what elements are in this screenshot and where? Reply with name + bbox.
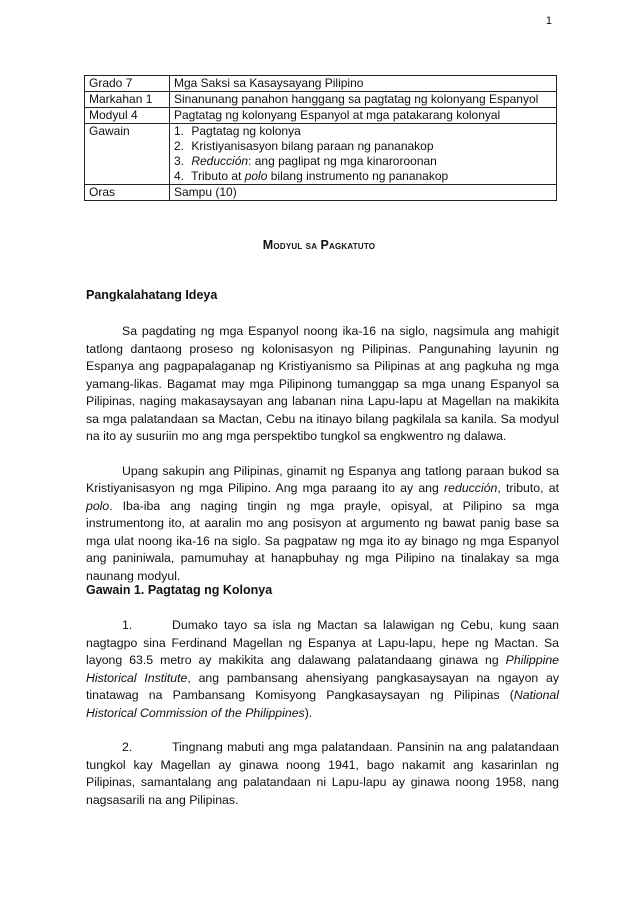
table-row bbox=[85, 124, 557, 185]
activity-section bbox=[86, 583, 559, 809]
grade-value: Mga Saksi sa Kasaysayang Pilipino bbox=[170, 76, 557, 92]
time-label: Oras bbox=[85, 185, 170, 201]
table-row bbox=[85, 92, 557, 108]
activity-item: 4. Tributo at polo bilang instrumento ng pananakop bbox=[174, 169, 449, 183]
module-title: Modyul sa Pagkatuto bbox=[262, 238, 376, 252]
activity-heading: Gawain 1. Pagtatag ng Kolonya bbox=[86, 583, 273, 597]
time-value: Sampu (10) bbox=[170, 185, 557, 201]
activities-list bbox=[170, 124, 557, 185]
activity-item: 3. Reducción: ang paglipat ng mga kinaroroonan bbox=[174, 154, 437, 168]
activity-item: 2. Kristiyanisasyon bilang paraan ng pananakop bbox=[174, 139, 434, 153]
page-number: 1 bbox=[545, 15, 552, 27]
overview-heading: Pangkalahatang Ideya bbox=[86, 288, 218, 302]
module-label: Modyul 4 bbox=[85, 108, 170, 124]
table-row bbox=[85, 108, 557, 124]
quarter-value: Sinanunang panahon hanggang sa pagtatag ng kolonyang Espanyol bbox=[170, 92, 557, 108]
activity-item-2: 2. Tingnang mabuti ang mga palatandaan. Pansinin na ang palatandaan tungkol kay Magellan ay ginawa noong 1941, bago nakamit ang kasarinlan ng Pilipinas, samantalang ang palatandaan ni Lapu-lapu ay ginawa noong 1958, nang nagsasarili na ang Pilipinas. bbox=[86, 740, 559, 807]
table-row bbox=[85, 185, 557, 201]
quarter-label: Markahan 1 bbox=[85, 92, 170, 108]
module-value: Pagtatag ng kolonyang Espanyol at mga patakarang kolonyal bbox=[170, 108, 557, 124]
module-info-table bbox=[84, 75, 557, 201]
overview-section bbox=[86, 288, 559, 585]
grade-label: Grado 7 bbox=[85, 76, 170, 92]
activity-item: 1. Pagtatag ng kolonya bbox=[174, 124, 301, 138]
overview-paragraph-1: Sa pagdating ng mga Espanyol noong ika-16 na siglo, nagsimula ang mahigit tatlong dantaong proseso ng kolonisasyon ng Pilipinas. Pangunahing layunin ng Espanya ang pagpapalaganap ng Kristiyanismo sa Pilipinas at ang pagkuha ng mga yamang-likas. Bagamat may mga Pilipinong tumanggap sa mga unang Espanyol sa Pilipinas, naging makasaysayan ang labanan nina Lapu-lapu at Magellan na makikita sa mga palatandaan sa Mactan, Cebu na itinayo bilang pagkilala sa kanila. Sa modyul na ito ay susuriin mo ang mga perspektibo tungkol sa engkwentro ng dalawa. bbox=[86, 324, 559, 443]
table-row bbox=[85, 76, 557, 92]
activity-item-1: 1. Dumako tayo sa isla ng Mactan sa lalawigan ng Cebu, kung saan nagtagpo sina Ferdinand Magellan ng Espanya at Lapu-lapu, hepe ng Mactan. Sa layong 63.5 metro ay makikita ang dalawang palatandaang ginawa ng Philippine Historical Institute, ang pambansang ahensiyang pangkasaysayan na ngayon ay tinatawag na Pambansang Komisyong Pangkasaysayan ng Pilipinas (National Historical Commission of the Philippines). bbox=[86, 618, 560, 720]
overview-paragraph-2: Upang sakupin ang Pilipinas, ginamit ng Espanya ang tatlong paraan bukod sa Kristiyanisasyon ng mga Pilipino. Ang mga paraang ito ay ang reducción, tributo, at polo. Iba-iba ang naging tingin ng mga prayle, opisyal, at Pilipino sa mga instrumentong ito, at aaralin mo ang posisyon at argumento ng bawat panig base sa mga ulat noong ika-16 na siglo. Sa pagpataw ng mga ito ay binago ng mga Espanyol ang paniniwala, pamumuhay at hanapbuhay ng mga Pilipino na tinalakay sa mga naunang modyul. bbox=[86, 463, 559, 583]
activities-label: Gawain bbox=[85, 124, 170, 185]
